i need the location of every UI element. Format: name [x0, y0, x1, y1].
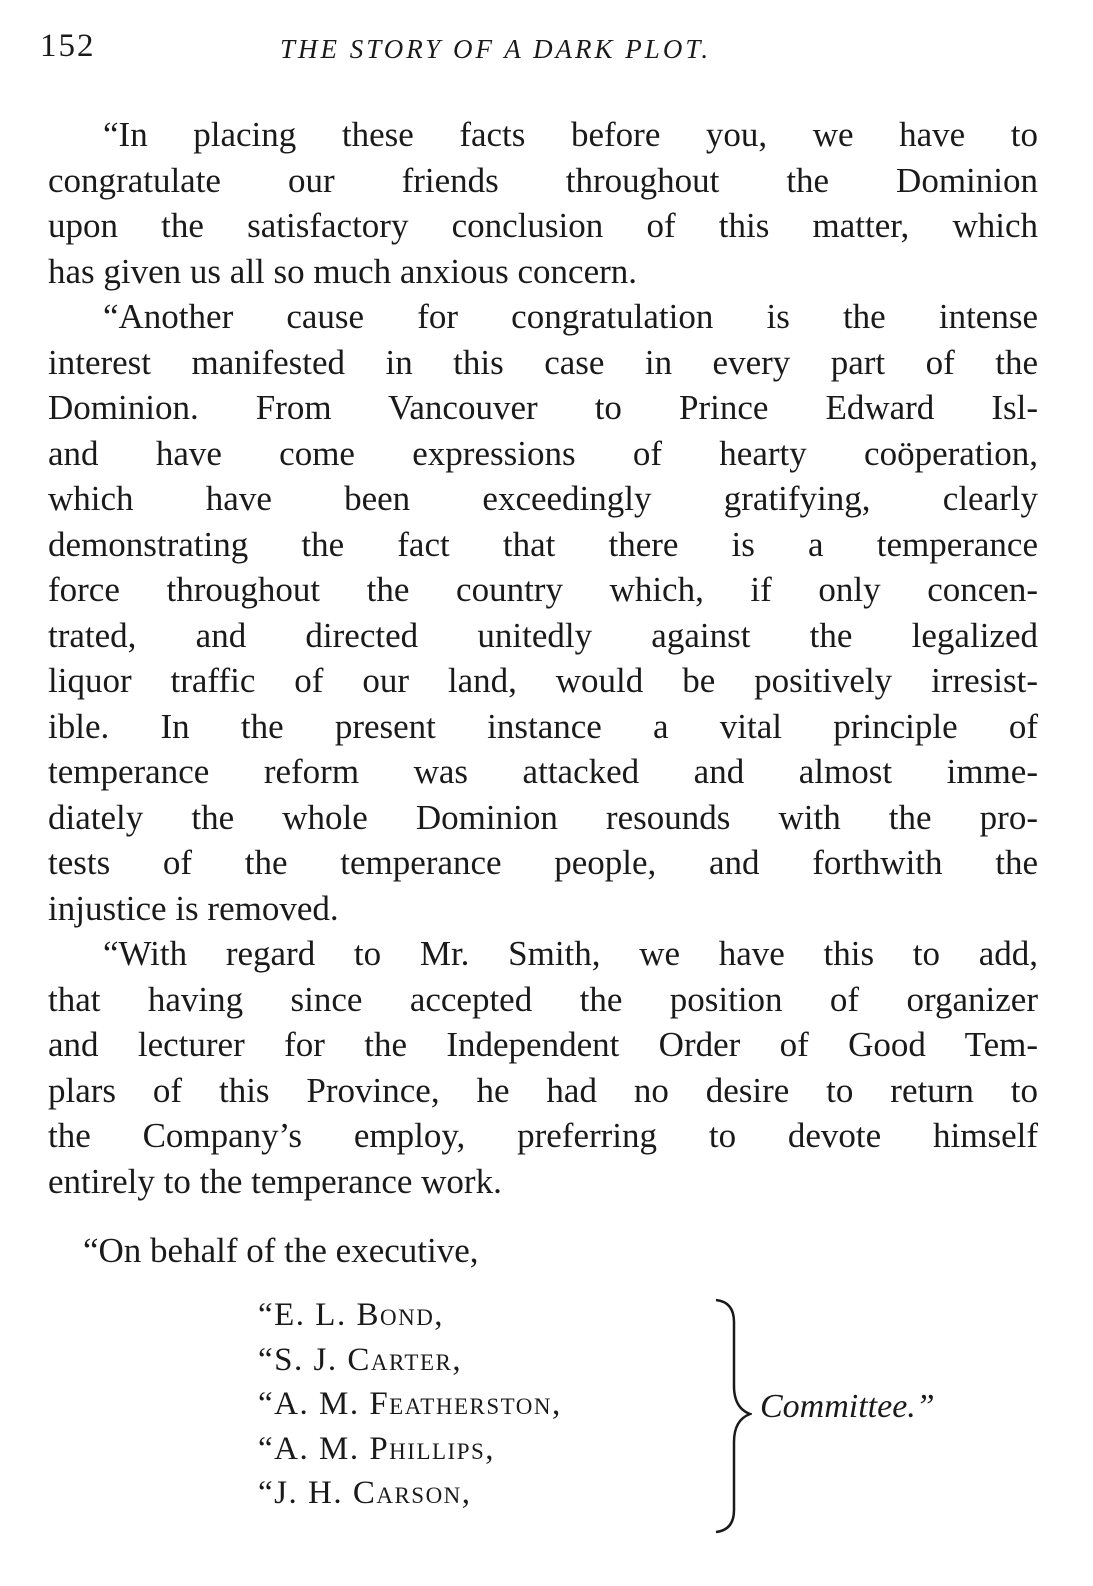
running-title: THE STORY OF A DARK PLOT.	[280, 34, 712, 64]
text-line: the Company’s employ, preferring to devote himself	[48, 1116, 1038, 1155]
committee-label: Committee.”	[760, 1388, 935, 1425]
text-line: “Another cause for congratulation is the intense	[103, 297, 1038, 336]
text-line: entirely to the temperance work.	[48, 1161, 502, 1201]
text-line: and lecturer for the Independent Order of Good Tem-	[48, 1025, 1038, 1064]
curly-brace-icon	[712, 1296, 752, 1536]
text-line: has given us all so much anxious concern.	[48, 251, 638, 291]
text-line: upon the satisfactory conclusion of this matter, which	[48, 206, 1038, 245]
signatory-name: “J. H. Carson,	[258, 1475, 472, 1511]
text-line: that having since accepted the position of organizer	[48, 979, 1038, 1019]
paragraph-2	[48, 294, 1038, 931]
text-line: injustice is removed.	[48, 888, 339, 928]
text-line: temperance reform was attacked and almost imme-	[48, 752, 1038, 791]
text-line: trated, and directed unitedly against the legalized	[48, 615, 1038, 655]
page-number: 152	[40, 28, 96, 64]
body-text	[48, 112, 1038, 1273]
signature-list	[258, 1293, 562, 1516]
text-line: Dominion. From Vancouver to Prince Edward Isl-	[48, 388, 1038, 427]
text-line: diately the whole Dominion resounds with the pro-	[48, 797, 1038, 837]
text-line: “In placing these facts before you, we have to	[103, 115, 1038, 154]
signatory-name: “A. M. Featherston,	[258, 1386, 562, 1422]
text-line: ible. In the present instance a vital principle of	[48, 706, 1038, 746]
text-line: liquor traffic of our land, would be positively irresist-	[48, 661, 1038, 700]
text-line: “With regard to Mr. Smith, we have this to add,	[103, 934, 1038, 973]
page-header	[40, 28, 1050, 72]
text-line: interest manifested in this case in every part of the	[48, 342, 1038, 382]
signatory-name: “S. J. Carter,	[258, 1341, 463, 1378]
text-line: demonstrating the fact that there is a temperance	[48, 524, 1038, 564]
signatory-name: “E. L. Bond,	[258, 1297, 445, 1333]
paragraph-1	[48, 112, 1038, 294]
text-line: congratulate our friends throughout the Dominion	[48, 160, 1038, 200]
signatory-name: “A. M. Phillips,	[258, 1430, 496, 1467]
paragraph-3	[48, 931, 1038, 1204]
text-line: and have come expressions of hearty coöperation,	[48, 433, 1038, 473]
text-line: force throughout the country which, if only concen-	[48, 570, 1038, 609]
text-line: plars of this Province, he had no desire to return to	[48, 1070, 1038, 1110]
closing-line: “On behalf of the executive,	[83, 1231, 479, 1270]
text-line: which have been exceedingly gratifying, clearly	[48, 479, 1038, 518]
text-line: tests of the temperance people, and forthwith the	[48, 843, 1038, 882]
